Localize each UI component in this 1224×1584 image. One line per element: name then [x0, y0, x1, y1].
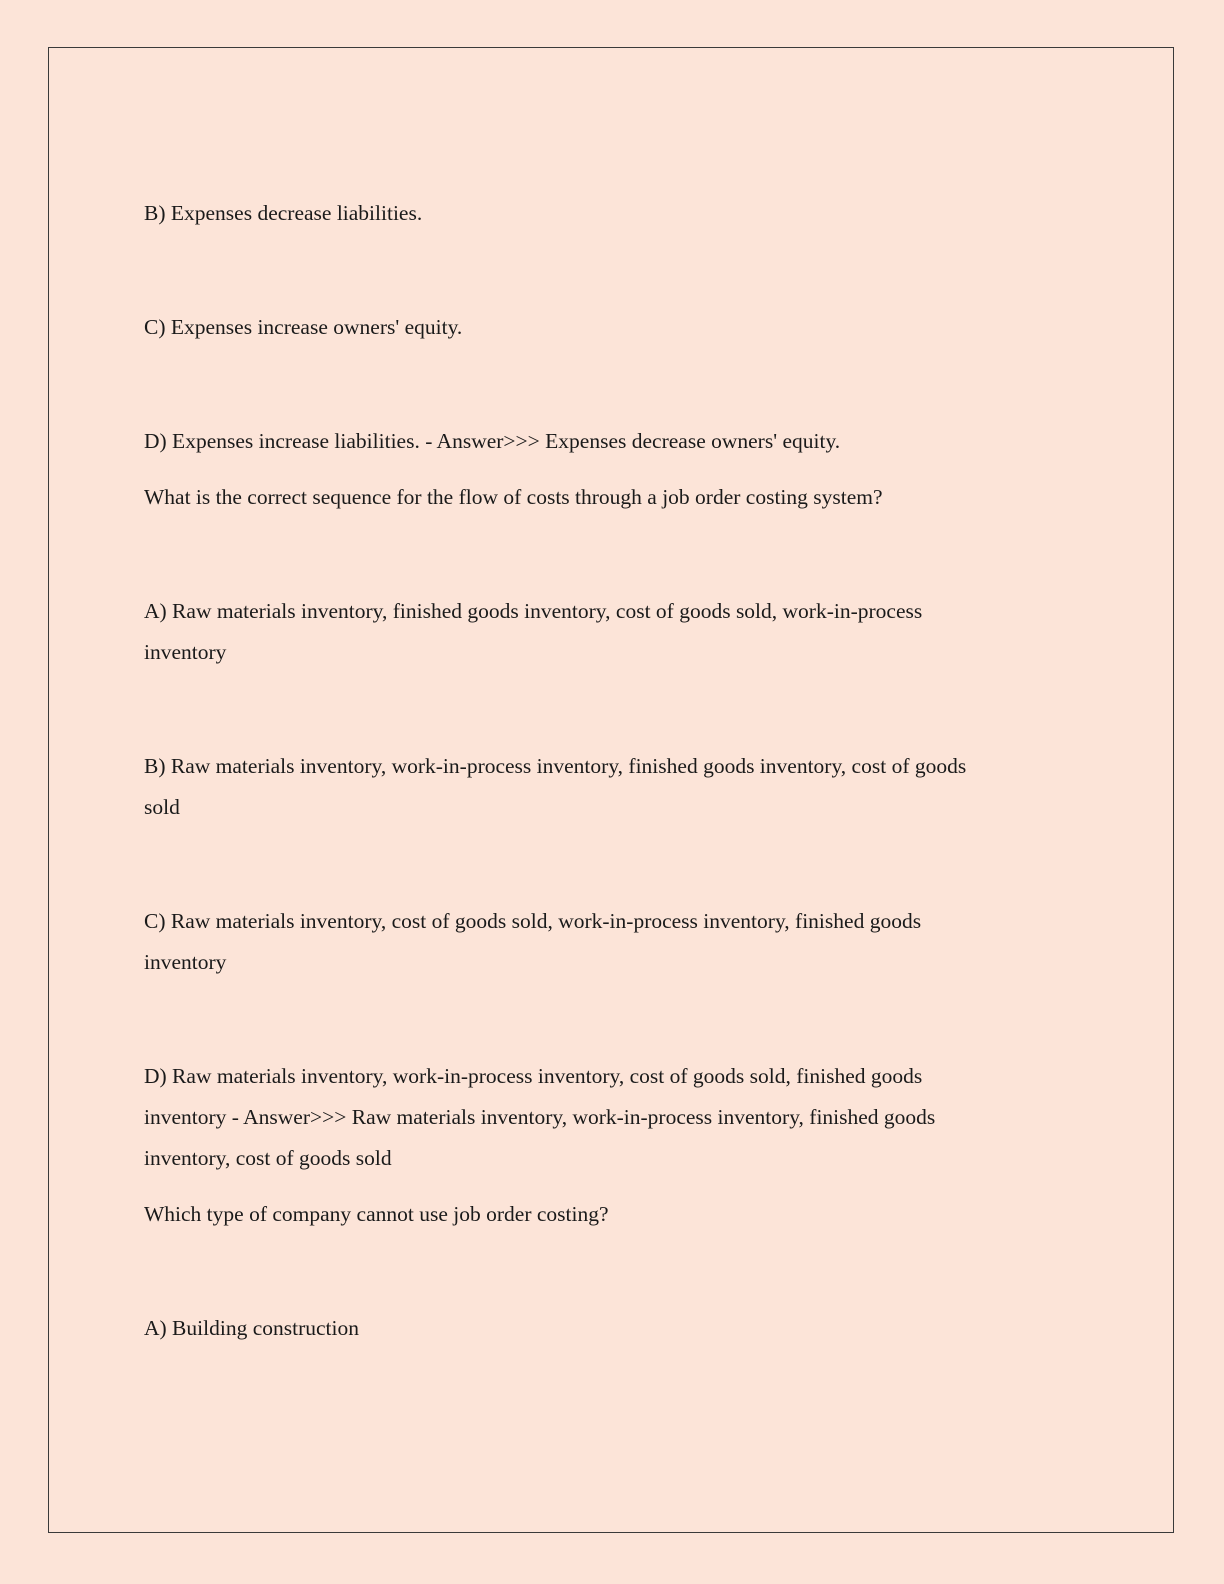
option-b-cost-flow: B) Raw materials inventory, work-in-process inventory, finished goods inventory, cost of goods — [144, 754, 967, 778]
option-c-cost-flow: C) Raw materials inventory, cost of goods sold, work-in-process inventory, finished goods — [144, 909, 922, 933]
option-a-cost-flow-cont: inventory — [144, 640, 227, 664]
option-d-cost-flow-answer-cont: inventory, cost of goods sold — [144, 1146, 392, 1170]
question-cost-flow: What is the correct sequence for the flow of costs through a job order costing system? — [144, 485, 883, 509]
option-d-cost-flow-answer: inventory - Answer>>> Raw materials inventory, work-in-process inventory, finished goods — [144, 1105, 936, 1129]
question-job-order-company: Which type of company cannot use job order costing? — [144, 1202, 609, 1226]
option-d-expenses-answer: D) Expenses increase liabilities. - Answer>>> Expenses decrease owners' equity. — [144, 429, 841, 453]
option-a-cost-flow: A) Raw materials inventory, finished goods inventory, cost of goods sold, work-in-process — [144, 599, 923, 623]
option-b-cost-flow-cont: sold — [144, 795, 180, 819]
option-c-expenses: C) Expenses increase owners' equity. — [144, 315, 463, 339]
option-a-building-construction: A) Building construction — [144, 1316, 359, 1340]
option-c-cost-flow-cont: inventory — [144, 950, 227, 974]
option-b-expenses: B) Expenses decrease liabilities. — [144, 201, 423, 225]
option-d-cost-flow: D) Raw materials inventory, work-in-process inventory, cost of goods sold, finished goods — [144, 1064, 923, 1088]
